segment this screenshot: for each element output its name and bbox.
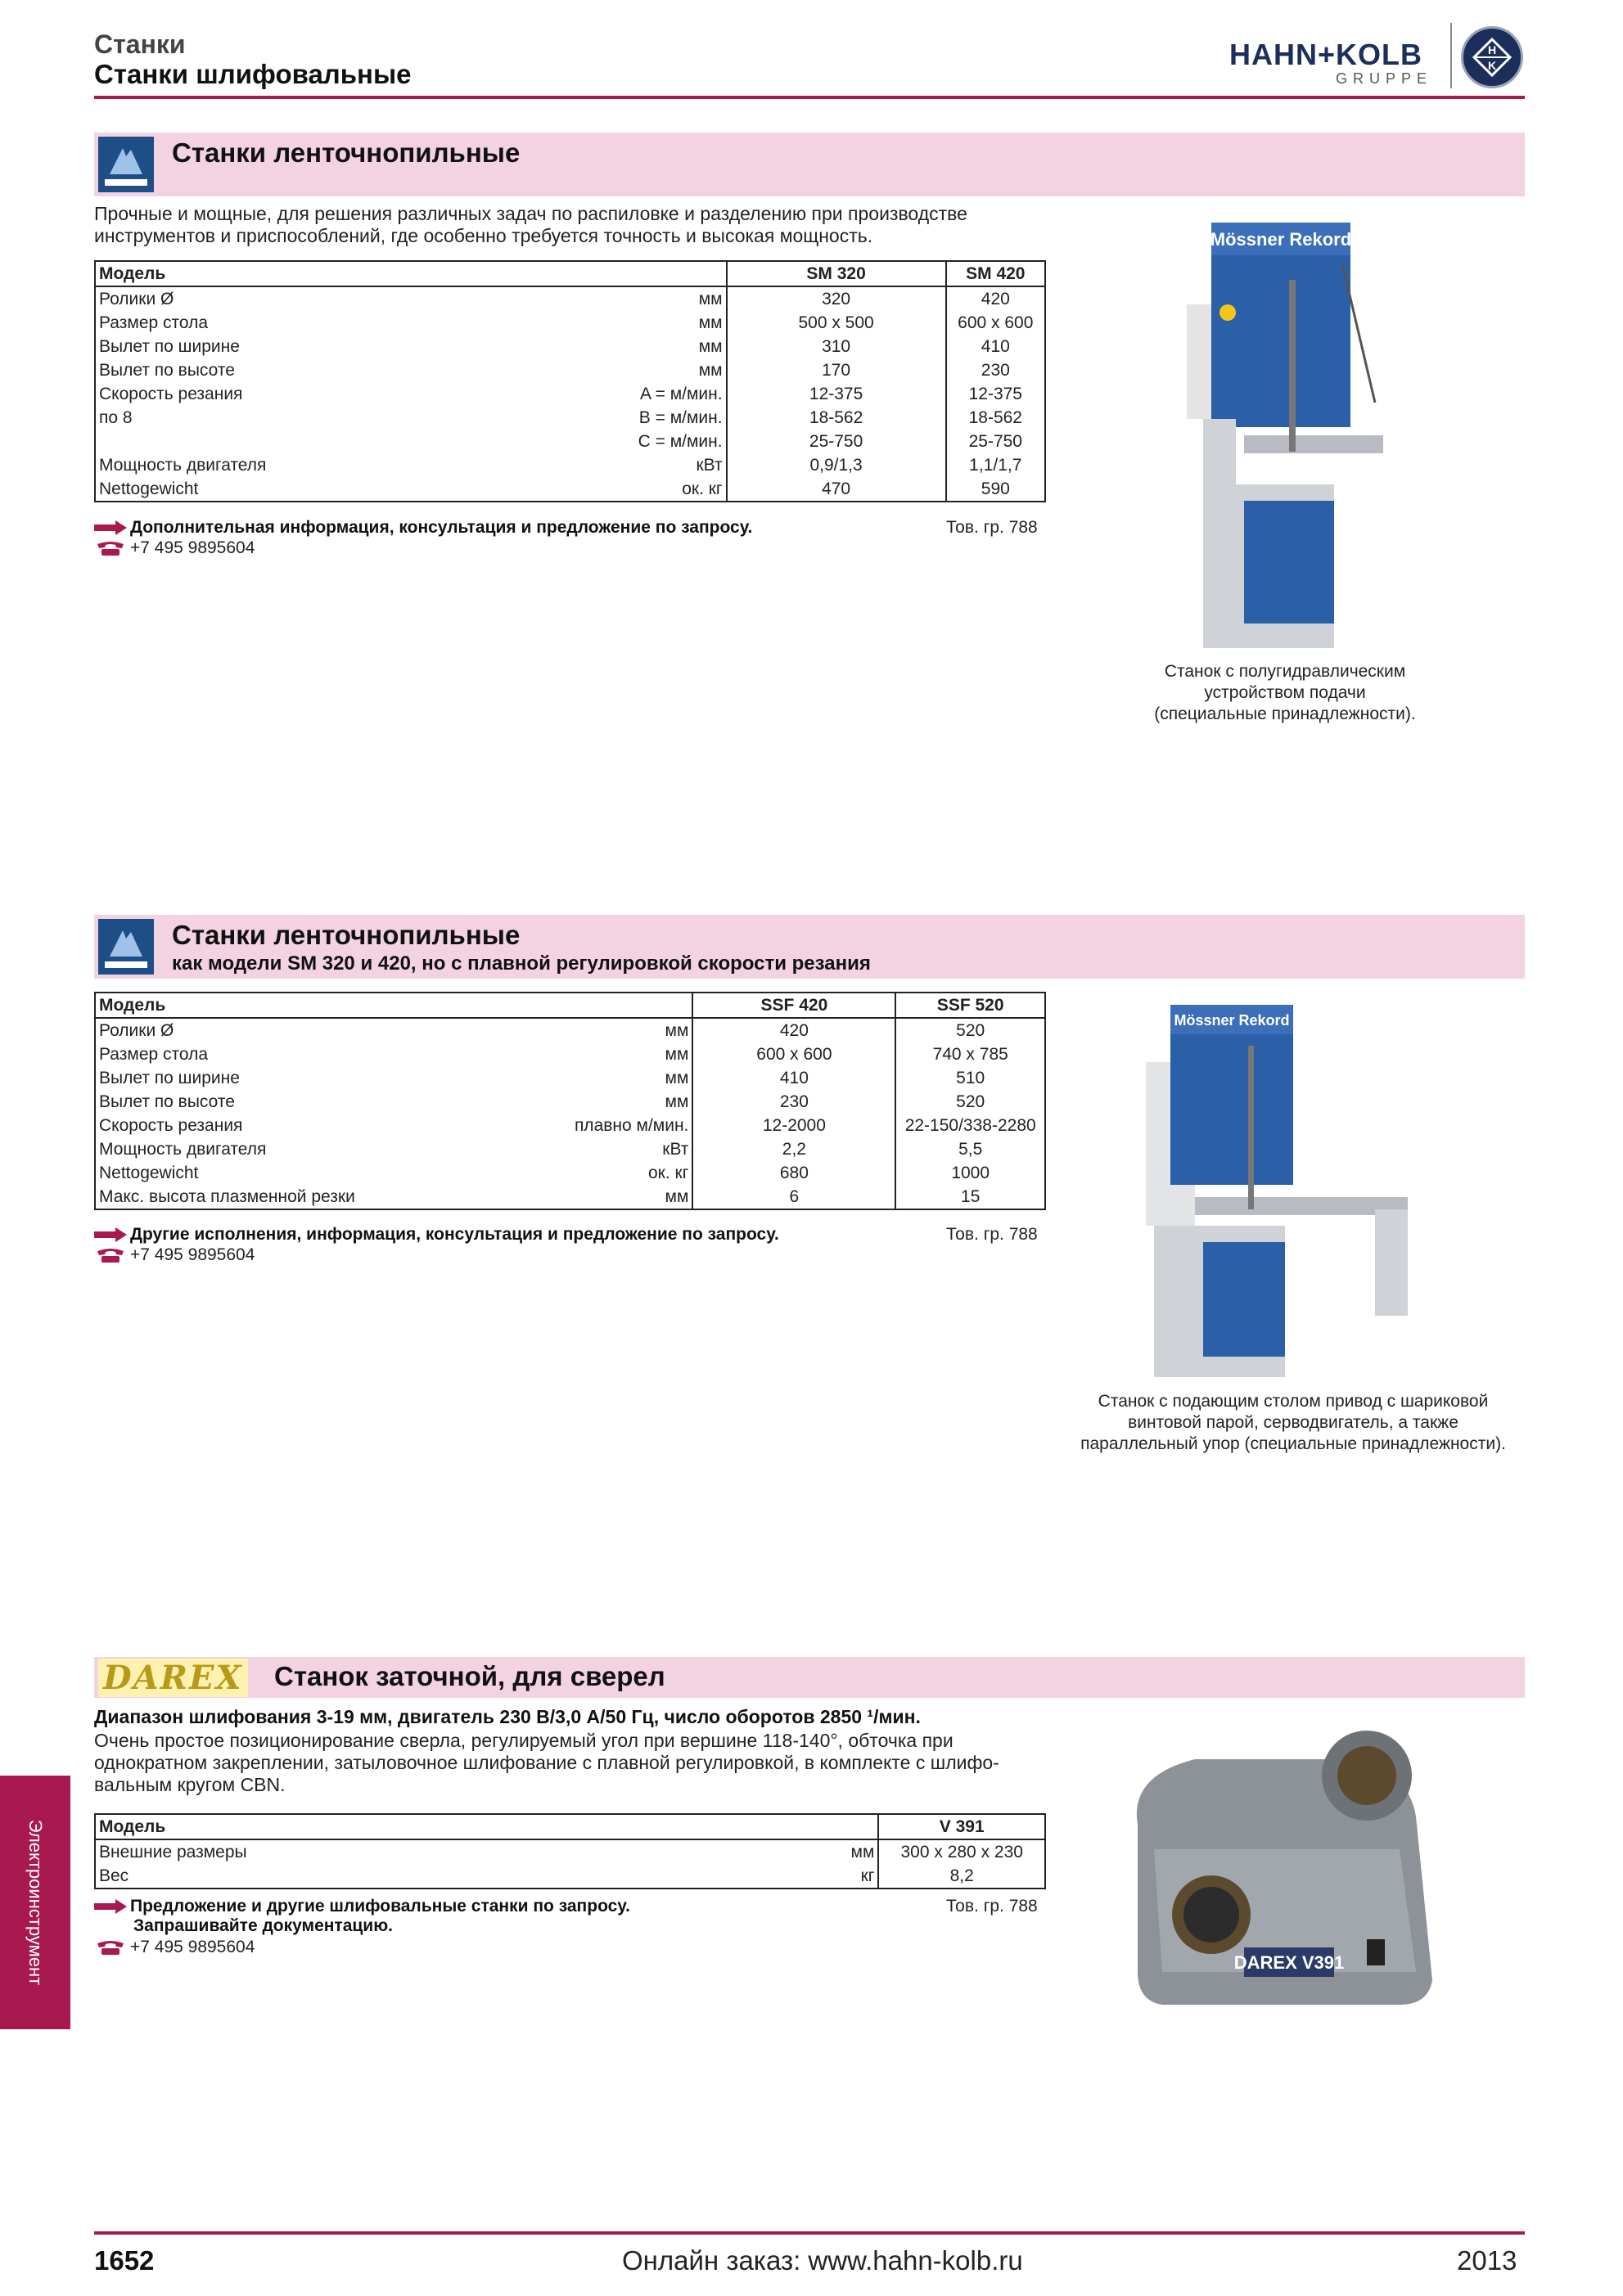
table-row [95, 358, 1045, 382]
section1-spec-table [94, 260, 1046, 502]
row-label: Вес [95, 1864, 748, 1889]
svg-text:K: K [1487, 59, 1497, 72]
logo-gruppe: GRUPPE [1336, 70, 1433, 87]
arrow-right-icon [94, 1227, 127, 1242]
caption-line: устройством подачи [1204, 683, 1366, 702]
row-label: Вылет по высоте [95, 358, 509, 382]
image-label: DAREX V391 [1233, 1952, 1345, 1973]
caption-line: Станок с подающим столом привод с шариковой [1098, 1392, 1489, 1411]
row-unit: мм [509, 286, 727, 311]
section2-title: Станки ленточнопильные [172, 920, 521, 950]
table-row [95, 406, 1045, 430]
section3-phone-text: +7 495 9895604 [130, 1938, 255, 1956]
header-subcategory: Станки шлифовальные [94, 59, 412, 89]
row-label: Скорость резания [95, 382, 509, 406]
darex-logo: DAREX [98, 1659, 248, 1697]
section2-spec-table [94, 992, 1046, 1210]
table-header-model: Модель [95, 261, 727, 286]
table-header-model: Модель [95, 993, 692, 1018]
row-unit: мм [504, 1185, 693, 1209]
row-label: Размер стола [95, 1042, 504, 1066]
row-unit: мм [509, 335, 727, 358]
row-value: 25-750 [946, 430, 1045, 453]
row-unit: мм [504, 1066, 693, 1090]
logo-text: HAHN+KOLB [1229, 38, 1423, 71]
table-header-ssf520: SSF 520 [895, 993, 1045, 1018]
row-unit: мм [504, 1090, 693, 1114]
table-header-row [95, 1814, 1045, 1839]
table-row [95, 1161, 1045, 1185]
table-header-sm320: SM 320 [727, 261, 946, 286]
table-row [95, 335, 1045, 358]
arrow-right-icon [94, 1899, 127, 1914]
row-value: 420 [692, 1018, 895, 1042]
bandsaw-image-2 [1080, 997, 1424, 1381]
side-tab-label: Электроинструмент [25, 1819, 46, 1986]
row-unit: мм [748, 1839, 878, 1864]
row-value: 12-375 [727, 382, 946, 406]
row-value: 12-375 [946, 382, 1045, 406]
row-unit: ок. кг [504, 1161, 693, 1185]
row-label: Ролики Ø [95, 1018, 504, 1042]
table-row [95, 382, 1045, 406]
caption-line: параллельный упор (специальные принадлежности). [1080, 1434, 1506, 1453]
row-value: 1000 [895, 1161, 1045, 1185]
table-row [95, 1066, 1045, 1090]
row-value: 300 x 280 x 230 [878, 1839, 1045, 1864]
row-value: 15 [895, 1185, 1045, 1209]
row-value: 230 [692, 1090, 895, 1114]
section2-group: Тов. гр. 788 [946, 1225, 1038, 1244]
row-label: Макс. высота плазменной резки [95, 1185, 504, 1209]
row-label: Внешние размеры [95, 1839, 748, 1864]
section3-description: Очень простое позиционирование сверла, регулируемый угол при вершине 118-140°, обточка при однократном закреплении, затыловочное шлифование с плавной регулировкой, в комплекте с шлифо-вальным кругом CBN. [94, 1730, 999, 1795]
row-value: 25-750 [727, 430, 946, 453]
row-label: Ролики Ø [95, 286, 509, 311]
table-row [95, 430, 1045, 453]
section3-phone[interactable] [94, 1938, 255, 1957]
row-value: 680 [692, 1161, 895, 1185]
row-value: 410 [692, 1066, 895, 1090]
row-label: Размер стола [95, 311, 509, 335]
section3-note [94, 1897, 630, 1936]
moessner-logo-icon [98, 137, 154, 192]
row-unit: B = м/мин. [509, 406, 727, 430]
section3-spec-table [94, 1813, 1046, 1889]
section2-note [94, 1225, 779, 1245]
row-unit: плавно м/мин. [504, 1114, 693, 1137]
table-row [95, 1137, 1045, 1161]
phone-icon [94, 541, 127, 556]
row-value: 740 x 785 [895, 1042, 1045, 1066]
section1-caption [1113, 661, 1457, 725]
row-label: Nettogewicht [95, 477, 509, 502]
table-header-row [95, 993, 1045, 1018]
section2-subtitle: как модели SM 320 и 420, но с плавной регулировкой скорости резания [172, 952, 871, 975]
svg-text:H: H [1487, 43, 1497, 56]
row-unit: мм [504, 1042, 693, 1066]
row-value: 310 [727, 335, 946, 358]
row-value: 18-562 [946, 406, 1045, 430]
row-label: Nettogewicht [95, 1161, 504, 1185]
row-value: 12-2000 [692, 1114, 895, 1137]
row-value: 520 [895, 1018, 1045, 1042]
table-row [95, 1185, 1045, 1209]
phone-icon [94, 1248, 127, 1263]
row-value: 5,5 [895, 1137, 1045, 1161]
row-value: 600 x 600 [946, 311, 1045, 335]
table-row [95, 1018, 1045, 1042]
section1-group: Тов. гр. 788 [946, 518, 1038, 537]
section3-group: Тов. гр. 788 [946, 1897, 1038, 1916]
footer-year: 2013 [1457, 2245, 1517, 2276]
row-value: 0,9/1,3 [727, 453, 946, 477]
row-value: 470 [727, 477, 946, 502]
table-row [95, 477, 1045, 502]
image-label: Mössner Rekord [1210, 229, 1352, 250]
row-label: по 8 [95, 406, 509, 430]
row-unit: мм [509, 311, 727, 335]
row-value: 420 [946, 286, 1045, 311]
logo-separator [1450, 23, 1452, 88]
hk-logo-icon [1461, 26, 1523, 88]
row-unit: ок. кг [509, 477, 727, 502]
row-value: 1,1/1,7 [946, 453, 1045, 477]
bandsaw-image-1 [1154, 214, 1400, 656]
table-row [95, 453, 1045, 477]
row-label: Вылет по высоте [95, 1090, 504, 1114]
row-label: Вылет по ширине [95, 1066, 504, 1090]
row-unit: A = м/мин. [509, 382, 727, 406]
footer-order-link[interactable]: Онлайн заказ: www.hahn-kolb.ru [622, 2245, 1023, 2276]
row-label [95, 430, 509, 453]
row-value: 520 [895, 1090, 1045, 1114]
row-value: 590 [946, 477, 1045, 502]
table-row [95, 1090, 1045, 1114]
caption-line: Станок с полугидравлическим [1164, 662, 1406, 681]
section3-note-line: Предложение и другие шлифовальные станки по запросу. [130, 1897, 630, 1916]
caption-line: винтовой парой, серводвигатель, а также [1128, 1413, 1458, 1432]
drill-sharpener-image [1105, 1710, 1449, 2021]
image-label: Mössner Rekord [1174, 1012, 1290, 1029]
row-unit: кВт [504, 1137, 693, 1161]
side-tab[interactable] [0, 1776, 70, 2029]
table-header-sm420: SM 420 [946, 261, 1045, 286]
row-label: Мощность двигателя [95, 453, 509, 477]
row-value: 18-562 [727, 406, 946, 430]
table-row [95, 1839, 1045, 1864]
row-value: 230 [946, 358, 1045, 382]
table-row [95, 311, 1045, 335]
header-category: Станки [94, 29, 186, 59]
section1-description: Прочные и мощные, для решения различных задач по распиловке и разделению при производстве инструментов и приспособлений, где особенно требуется точность и высокая мощность. [94, 203, 967, 246]
row-value: 510 [895, 1066, 1045, 1090]
section1-note [94, 518, 752, 538]
row-unit: мм [509, 358, 727, 382]
arrow-right-icon [94, 520, 127, 535]
table-row [95, 1114, 1045, 1137]
table-header-model: Модель [95, 1814, 878, 1839]
row-unit: кВт [509, 453, 727, 477]
section2-note-text: Другие исполнения, информация, консультация и предложение по запросу. [130, 1225, 779, 1244]
row-value: 2,2 [692, 1137, 895, 1161]
row-unit: мм [504, 1018, 693, 1042]
section2-caption [1056, 1391, 1531, 1455]
row-value: 500 x 500 [727, 311, 946, 335]
table-header-v391: V 391 [878, 1814, 1045, 1839]
row-value: 8,2 [878, 1864, 1045, 1889]
row-value: 410 [946, 335, 1045, 358]
table-header-row [95, 261, 1045, 286]
row-unit: C = м/мин. [509, 430, 727, 453]
row-label: Мощность двигателя [95, 1137, 504, 1161]
caption-line: (специальные принадлежности). [1154, 705, 1416, 723]
table-row [95, 286, 1045, 311]
row-value: 170 [727, 358, 946, 382]
row-value: 22-150/338-2280 [895, 1114, 1045, 1137]
row-label: Вылет по ширине [95, 335, 509, 358]
section3-title: Станок заточной, для сверел [274, 1661, 665, 1691]
row-value: 320 [727, 286, 946, 311]
table-row [95, 1864, 1045, 1889]
phone-icon [94, 1940, 127, 1955]
section1-phone[interactable] [94, 538, 255, 558]
header-divider [94, 96, 1525, 99]
moessner-logo-icon [98, 919, 154, 975]
footer-divider [94, 2231, 1525, 2235]
page-number: 1652 [94, 2245, 155, 2276]
section1-note-text: Дополнительная информация, консультация и предложение по запросу. [130, 518, 753, 537]
row-label: Скорость резания [95, 1114, 504, 1137]
section2-phone[interactable] [94, 1245, 255, 1265]
table-header-ssf420: SSF 420 [692, 993, 895, 1018]
section3-note-line: Запрашивайте документацию. [133, 1916, 393, 1935]
table-row [95, 1042, 1045, 1066]
row-unit: кг [748, 1864, 878, 1889]
section3-subtitle: Диапазон шлифования 3-19 мм, двигатель 230 В/3,0 А/50 Гц, число оборотов 2850 ¹/мин. [94, 1706, 921, 1727]
row-value: 6 [692, 1185, 895, 1209]
section1-phone-text: +7 495 9895604 [130, 538, 255, 557]
section1-title: Станки ленточнопильные [172, 137, 521, 168]
row-value: 600 x 600 [692, 1042, 895, 1066]
section2-phone-text: +7 495 9895604 [130, 1245, 255, 1264]
